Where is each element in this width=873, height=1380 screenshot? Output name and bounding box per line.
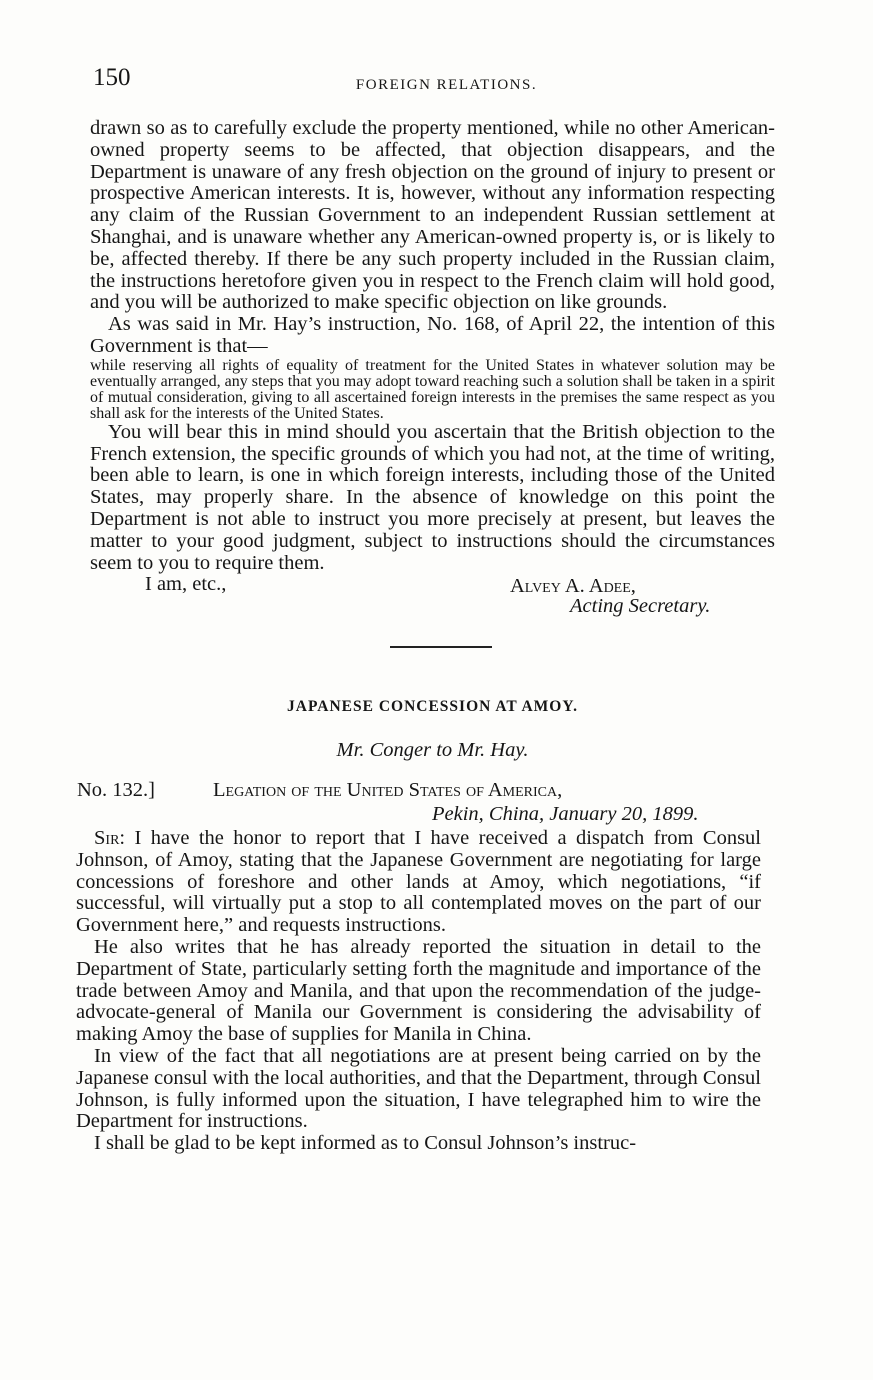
signature-title: Acting Secretary.	[570, 595, 711, 618]
section-heading: JAPANESE CONCESSION AT AMOY.	[287, 698, 578, 716]
quoted-extract: while reserving all rights of equality of treatment for the United States in whatever solution may be eventually arranged, any steps that you may adopt toward reaching such a solution shall be taken in a spirit of mutual consideration, giving to all ascertained foreign interests in the premises the same respect as you shall ask for the interests of the United States.	[90, 356, 775, 422]
page-body	[76, 117, 775, 1155]
signature-block	[90, 574, 775, 620]
page-number: 150	[93, 64, 131, 91]
document-number: No. 132.]	[77, 778, 156, 801]
letter-paragraph-2: He also writes that he has already reported the situation in detail to the Department of State, particularly setting forth the magnitude and importance of the trade between Amoy and Manila, and that upon the recommendation of the judge-advocate-general of Manila our Government is considering the advisability of making Amoy the base of supplies for Manila in China.	[76, 935, 761, 1046]
continuation-paragraph-1: drawn so as to carefully exclude the property mentioned, while no other American-owned property seems to be affected, that objection disappears, and the Department is unaware of any fresh objection on the ground of injury to present or prospective American interests. It is, however, without any information respecting any claim of the Russian Government to an independent Russian settlement at Shanghai, and is unaware whether any American-owned property is, or is likely to be, affected thereby. If there be any such property included in the Russian claim, the instructions heretofore given you in respect to the French claim will hold good, and you will be authorized to make specific objection on like grounds.	[90, 117, 775, 314]
letter-paragraph-1	[76, 828, 761, 937]
section-byline: Mr. Conger to Mr. Hay.	[336, 739, 529, 762]
continuation-paragraph-2: As was said in Mr. Hay’s instruction, No. 168, of April 22, the intention of this Government is that—	[90, 313, 775, 357]
closing-line: I am, etc.,	[145, 573, 227, 596]
letter-paragraph-3: In view of the fact that all negotiations are at present being carried on by the Japanese consul with the local authorities, and that the Department, through Consul Johnson, is fully informed upon the situation, I have telegraphed him to wire the Department for instructions.	[76, 1044, 761, 1133]
place-date-line: Pekin, China, January 20, 1899.	[432, 802, 699, 825]
continuation-paragraph-3: You will bear this in mind should you ascertain that the British objection to the French extension, the specific grounds of which you had not, at the time of writing, been able to learn, is one in which foreign interests, including those of the United States, may properly share. In the absence of knowledge on this point the Department is not able to instruct you more precisely at present, but leaves the matter to your good judgment, subject to instructions should the circumstances seem to you to require them.	[90, 420, 775, 574]
signature-name: Alvey A. Adee,	[510, 575, 636, 598]
letter-header	[77, 776, 775, 828]
legation-line: Legation of the United States of America,	[213, 778, 563, 801]
letter-paragraph-1-text: I have the honor to report that I have received a dispatch from Consul Johnson, of Amoy, stating that the Japanese Government are negotiating for large concessions of foreshore and other lands at Amoy, which negotiations, “if successful, will virtually put a stop to all contemplated moves on the part of our Government here,” and requests instructions.	[76, 826, 761, 937]
salutation: Sir:	[94, 826, 126, 849]
section-divider	[390, 646, 492, 648]
letter-body	[76, 828, 761, 1155]
letter-paragraph-4: I shall be glad to be kept informed as to Consul Johnson’s instruc-	[94, 1132, 637, 1155]
running-title: FOREIGN RELATIONS.	[355, 77, 538, 93]
